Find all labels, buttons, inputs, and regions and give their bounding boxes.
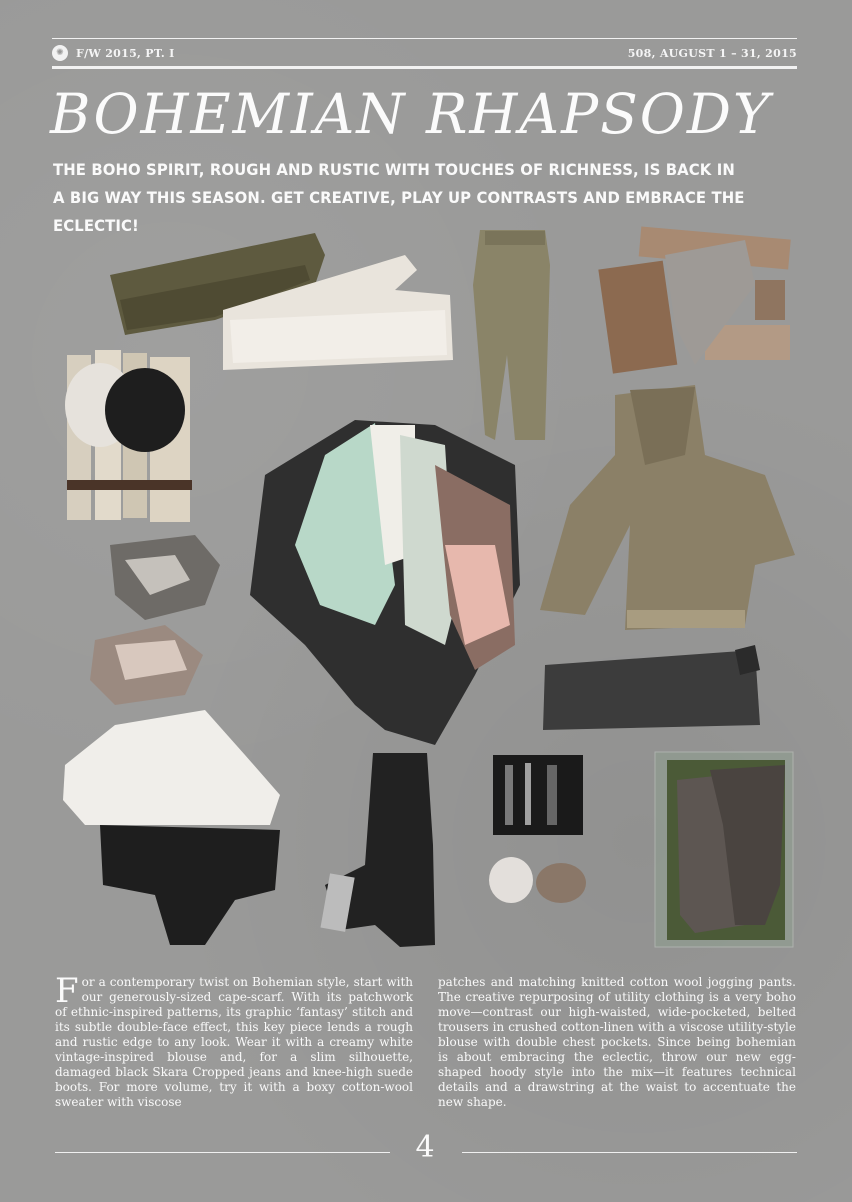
header-issue: 508, AUGUST 1 – 31, 2015 xyxy=(627,47,797,60)
birch-logs-beanies-image xyxy=(65,350,192,522)
product-collage xyxy=(55,225,800,955)
page-subtitle: THE BOHO SPIRIT, ROUGH AND RUSTIC WITH TOUCHES OF RICHNESS, IS BACK IN A BIG WAY THIS SEASON. GET CREATIVE, PLAY UP CONTRASTS AND EMBRACE THE ECLECTIC! xyxy=(53,160,745,235)
body-left-text: or a contemporary twist on Bohemian style, start with our generously-sized cape-scarf. With its patchwork of ethnic-inspired patterns, its graphic ‘fantasy’ stitch and its subtle double-face effect, this key piece lends a rough and rustic edge to any look. Wear it with a creamy white vintage-inspired blouse and, for a slim silhouette, damaged black Skara Cropped jeans and knee-high suede boots. For more volume, try it with a boxy cotton-wool sweater with viscose xyxy=(55,975,413,1109)
cape-scarf-image xyxy=(250,420,520,745)
glass-box-boots-image xyxy=(655,752,793,947)
footer-rule-right xyxy=(462,1152,797,1153)
footer-rule-left xyxy=(55,1152,390,1153)
brand-logo-icon: ✺ xyxy=(52,45,68,61)
dropcap-letter: F xyxy=(55,971,79,1011)
page-number: 4 xyxy=(415,1130,435,1165)
header-section: F/W 2015, PT. I xyxy=(76,46,175,60)
sweater-and-jogger-image xyxy=(63,710,280,945)
header-bottom-rule xyxy=(52,66,797,69)
header-left xyxy=(52,45,175,61)
body-column-right: patches and matching knitted cotton wool jogging pants. The creative repurposing of utility clothing is a very boho move—contrast our high-waisted, wide-pocketed, belted trousers in crushed cotton-linen with a viscose utility-style blouse with double chest pockets. Since being bohemian is about embracing the eclectic, throw our new egg-shaped hoody style into the mix—it features technical details and a drawstring at the waist to accentuate the new shape. xyxy=(438,975,796,1109)
header-top-rule xyxy=(52,38,797,39)
khaki-trousers-image xyxy=(473,230,550,440)
page-header xyxy=(52,44,797,64)
khaki-hoody-image xyxy=(540,385,795,630)
grey-scarves-image xyxy=(90,535,220,705)
forest-photo-and-stones-image xyxy=(489,755,586,903)
jogging-pants-image xyxy=(543,645,760,730)
black-jeans-image xyxy=(320,753,435,947)
page-title: BOHEMIAN RHAPSODY xyxy=(50,82,772,146)
bark-and-scarf-image xyxy=(598,227,790,374)
body-column-left xyxy=(55,971,413,1110)
